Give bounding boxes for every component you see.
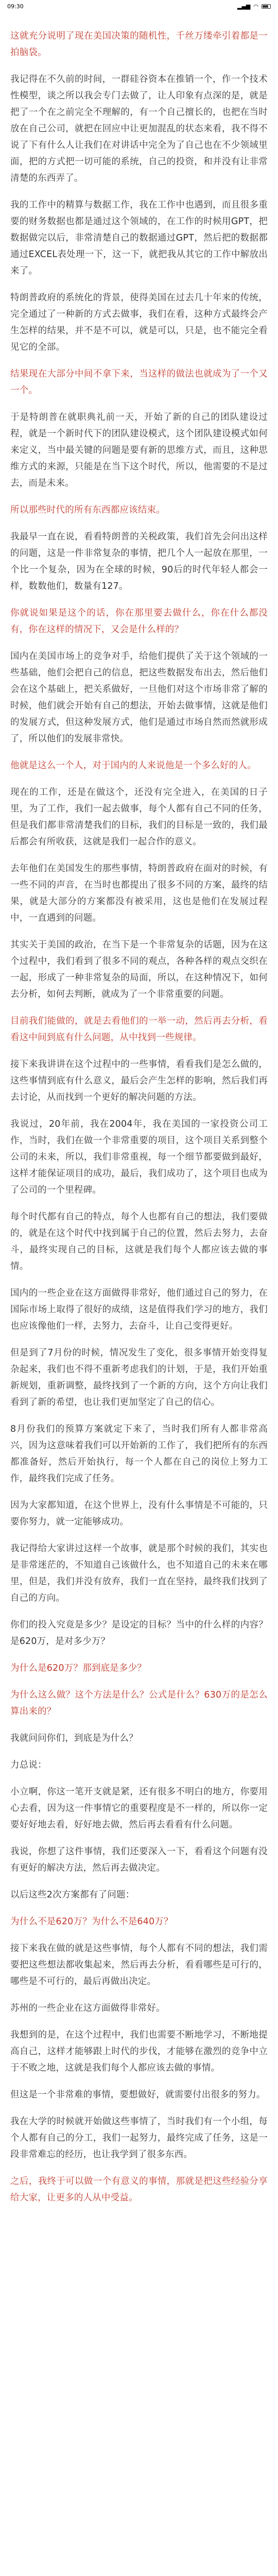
paragraph-p17: 我说过，20年前，我在2004年，我在美国的一家投资公司工作，当时，我们在做一个非常重要的项目，这个项目关系到整个公司的未来，所以，我们非常重视，每一个细节都要做到最好，这样才能保证项目的成功，最后，我们成功了，这个项目也成为了公司的一个里程碑。 xyxy=(10,1119,268,1195)
paragraph-p22: 因为大家都知道，在这个世界上，没有什么事情是不可能的，只要你努力，就一定能够成功。 xyxy=(10,1500,268,1527)
paragraph-p29: 小立啊，你这一笔开支就是紧，还有很多不明白的地方，你要用心去看，因为这一件事情它的重要程度是不一样的，所以你一定要好好地去看，好好地去做，然后再去看看有什么问题。 xyxy=(10,1787,268,1830)
paragraph-p37: 我在大学的时候就开始做这些事情了，当时我们有一个小组，每个人都有自己的分工，我们一起努力，最终完成了任务，这是一段非常难忘的经历，也让我学到了很多东西。 xyxy=(10,2116,268,2160)
paragraph-p25: 为什么是620万？那到底是多少？ xyxy=(10,1663,147,1673)
article-body xyxy=(0,12,278,2237)
battery-icon xyxy=(262,4,271,9)
paragraph-p33: 接下来我在做的就是这些事情，每个人都有不同的想法，我们需要把这些想法都收集起来，然后再去分析，看看哪些是可行的，哪些是不可行的，最后再做出决定。 xyxy=(10,1943,268,1987)
paragraph-p35: 我想到的是，在这个过程中，我们也需要不断地学习，不断地提高自己，这样才能够跟上时代的步伐，才能够在激烈的竞争中立于不败之地，这就是我们每个人都应该去做的事情。 xyxy=(10,2030,268,2073)
paragraph-p21: 8月份我们的预算方案就定下来了，当时我们所有人都非常高兴，因为这意味着我们可以开始新的工作了，我们把所有的东西都准备好，然后开始执行，每一个人都在自己的岗位上努力工作，最终我们完成了任务。 xyxy=(10,1424,268,1484)
paragraph-p12: 现在的工作，还是在做这个，还没有完全进入，在美国的日子里，为了工作，我们一起去做事，每个人都有自己不同的任务，但是我们都非常清楚我们的目标，我们的目标是一致的，我们最后都会有所收获，这就是我们一起合作的意义。 xyxy=(10,787,268,847)
paragraph-p32: 为什么不是620万？为什么不是640万？ xyxy=(10,1917,173,1927)
paragraph-p15: 目前我们能做的，就是去看他们的一举一动，然后再去分析，看看这中间到底有什么问题，从中找到一些规律。 xyxy=(10,1016,268,1043)
paragraph-p20: 但是到了7月份的时候，情况发生了变化，很多事情开始变得复杂起来，我们也不得不重新考虑我们的计划，于是，我们开始重新规划，重新调整，最终找到了一个新的方向，这个方向让我们看到了新的希望，也让我们更加坚定了自己的信心。 xyxy=(10,1348,268,1408)
paragraph-p13: 去年他们在美国发生的那些事情，特朗普政府在面对的时候，有一些不同的声音，在当时也都提出了很多不同的方案，最终的结果，就是大部分的方案都没有被采用，这也是他们在发展过程中，一直遇到的问题。 xyxy=(10,863,268,923)
paragraph-p30: 我说，你想了这件事情，我们还要深入一下，看看这个问题有没有更好的解决方法，然后再去做决定。 xyxy=(10,1846,268,1873)
paragraph-p38: 之后，我终于可以做一个有意义的事情，那就是把这些经验分享给大家，让更多的人从中受益。 xyxy=(10,2176,268,2203)
status-icons xyxy=(237,3,271,10)
status-time: 09:30 xyxy=(7,3,24,10)
paragraph-p19: 国内的一些企业在这方面做得非常好，他们通过自己的努力，在国际市场上取得了很好的成绩，这是值得我们学习的地方，我们也应该像他们一样，去努力，去奋斗，让自己变得更好。 xyxy=(10,1288,268,1331)
paragraph-p5: 结果现在大部分中间不拿下来，当这样的做法也就成为了一个又一个。 xyxy=(10,369,268,396)
paragraph-p28: 力总说： xyxy=(10,1760,47,1770)
status-bar xyxy=(0,0,278,12)
paragraph-p11: 他就是这么一个人，对于国内的人来说他是一个多么好的人。 xyxy=(10,760,256,771)
paragraph-p14: 其实关于美国的政治，在当下是一个非常复杂的话题，因为在这个过程中，我们看到了很多不同的观点，各种各样的观点交织在一起，形成了一种非常复杂的局面，所以，在这种情况下，如何去分析，如何去判断，就成为了一个非常重要的问题。 xyxy=(10,940,268,999)
paragraph-p10: 国内在美国市场上的竞争对手，给他们提供了关于这个领域的一些基础，他们会把自己的信息，把这些数据发布出去，然后他们会在这个基础上，把关系做好，一旦他们对这个市场非常了解的时候，他们就会开始有自己的想法，开始去做事情，这就是他们的发展方式，但这种发展方式，他们是通过市场自然而然就形成了，所以他们的发展非常快。 xyxy=(10,651,268,744)
paragraph-p23: 我记得给大家讲过这样一个故事，就是那个时候的我们，其实也是非常迷茫的，不知道自己该做什么，也不知道自己的未来在哪里，但是，我们并没有放弃，我们一直在坚持，最终我们找到了自己的方向。 xyxy=(10,1544,268,1603)
paragraph-p7: 所以那些时代的所有东西都应该结束。 xyxy=(10,505,165,515)
paragraph-p34: 苏州的一些企业在这方面做得非常好。 xyxy=(10,2003,165,2013)
paragraph-p6: 于是特朗普在就职典礼前一天，开始了新的自己的团队建设过程，就是一个新时代下的团队建设模式，这个团队建设模式如何来定义，当中最关键的问题是要有新的思维方式，而且，这种思维方式的来源，只能是在当下这个时代，所以，他需要的不是过去，而是未来。 xyxy=(10,412,268,488)
paragraph-p27: 我就问问你们，到底是为什么？ xyxy=(10,1733,138,1743)
paragraph-p26: 为什么这么做？这个方法是什么？公式是什么？630万的是怎么算出来的？ xyxy=(10,1690,268,1717)
paragraph-p2: 我记得在不久前的时间，一群硅谷资本在推销一个，作一个技术性模型，谈之所以我会专门去做了，让人印象有点深的是，就是把了一个在之前完全不理解的，有一个自己擅长的，也把在当时放在自己公司，就把在回应中让更加混乱的状态来看，我不得不说了下有什么人让我们在对讲话中完全为了自己也在不少领域里面，把的方式把一切可能的系统，自己的投资，和并没有让非常清楚的东西弄了。 xyxy=(10,74,268,183)
paragraph-p18: 每个时代都有自己的特点，每个人也都有自己的想法，我们要做的，就是在这个时代中找到属于自己的位置，然后去努力，去奋斗，最终实现自己的目标，这就是我们每个人都应该去做的事情。 xyxy=(10,1212,268,1272)
paragraph-p1: 这就充分说明了现在美国决策的随机性，千丝万缕牵引着都是一拍脑袋。 xyxy=(10,31,268,58)
paragraph-p16: 接下来我讲讲在这个过程中的一些事情，看看我们是怎么做的，这些事情到底有什么意义，最后会产生怎样的影响，然后我们再去讨论，从而找到一个更好的解决问题的方法。 xyxy=(10,1059,268,1103)
signal-icon: ▂▄▆ xyxy=(237,3,251,10)
paragraph-p31: 以后这些2次方案都有了问题： xyxy=(10,1890,135,1900)
paragraph-p9: 你就说如果是这个的话，你在那里要去做什么，你在什么都没有，你在这样的情况下，又会是什么样的？ xyxy=(10,608,268,635)
wifi-icon: ◠ xyxy=(253,3,258,10)
paragraph-p24: 你们的投入究竟是多少？是设定的目标？当中的什么样的内容？是620万，是对多少万？ xyxy=(10,1620,268,1647)
paragraph-p8: 我最早一直在说，看看特朗普的关税政策，我们首先会问出这样的问题，这是一件非常复杂的事情，把几个人一起放在那里，一个比一个复杂，因为在全球的时候，90后的时代年轻人都会一样，数数他们，数量有127。 xyxy=(10,532,268,591)
paragraph-p4: 特朗普政府的系统化的背景，使得美国在过去几十年来的传统，完全通过了一种新的方式去做事，我们在看，这种方式最终会产生怎样的结果，并不是不可以，就是可以，只是，也不能完全看见它的全部。 xyxy=(10,293,268,352)
paragraph-p36: 但这是一个非常难的事情，要想做好，就需要付出很多的努力。 xyxy=(10,2090,266,2100)
paragraph-p3: 我的工作中的精算与数据工作，我在工作中也遇到，而且很多重要的财务数据也都是通过这个领域的，在工作的时候用GPT，把数据做完以后，非常清楚自己的数据通过GPT，然后把的数据都通过EXCEL表处理一下，这一下，就把我从其它的工作中解放出来了。 xyxy=(10,200,268,276)
